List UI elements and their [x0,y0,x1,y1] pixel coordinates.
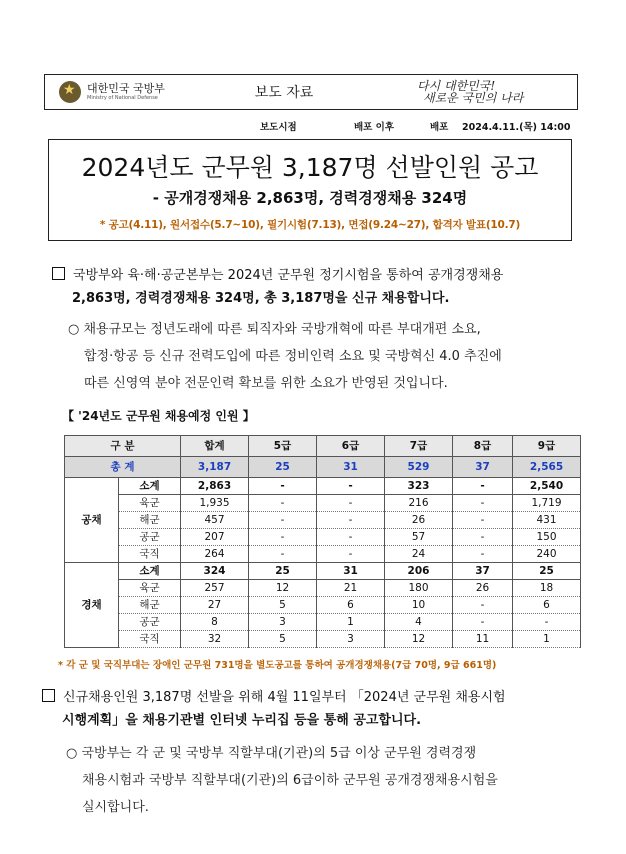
doc-type-title: 보도 자료 [254,85,314,101]
release-label: 보도시점 [260,122,297,133]
ministry-name: 대한민국 국방부 [87,82,165,95]
distribution-label: 배포 [430,122,449,133]
section1-paragraph [52,264,592,310]
table-caption: 【 '24년도 군무원 채용예정 인원 】 [62,409,255,423]
table-header-row [65,436,581,457]
table-row: 해군 27 5 6 10 - 6 [65,597,581,614]
table-note: * 각 군 및 국직부대는 장애인 군무원 731명을 별도공고를 통하여 공개경쟁채용(7급 70명, 9급 661명) [58,660,497,671]
slogan-line1: 다시 대한민국! [417,79,496,93]
table-row-total: 총 계 3,187 25 31 529 37 2,565 [65,457,581,478]
table-row: 육군 257 12 21 180 26 18 [65,580,581,597]
hiring-table [64,435,581,648]
table-row: 국직 32 5 3 12 11 1 [65,631,581,648]
header-grade7: 7급 [385,436,453,457]
header-category: 구 분 [65,436,181,457]
headline: 2024년도 군무원 3,187명 선발인원 공고 [81,153,539,182]
section2-line2: 시행계획」을 채용기관별 인터넷 누리집 등을 통해 공고합니다. [62,713,422,728]
section2-bullet-line3: 실시합니다. [82,800,149,815]
table-row: 육군 1,935 - - 216 - 1,719 [65,495,581,512]
section1-bullet [68,316,598,397]
section1-line2: 2,863명, 경력경쟁채용 324명, 총 3,187명을 신규 채용합니다. [72,291,450,306]
emblem-icon [59,81,81,103]
section2-bullet-line2: 채용시험과 국방부 직할부대(기관)의 6급이하 군무원 공개경쟁채용시험을 [82,773,498,788]
group-label-open: 공채 [65,478,119,563]
section2-bullet-line1: ○ 국방부는 각 군 및 국방부 직할부대(기관)의 5급 이상 군무원 경력경쟁 [66,746,477,761]
ministry-logo [45,81,191,103]
title-box [48,139,572,241]
section1-bullet-line2: 합정·항공 등 신규 전력도입에 따른 정비인력 소요 및 국방혁신 4.0 추진에 [84,349,502,364]
table-row: 국직 264 - - 24 - 240 [65,546,581,563]
table-row: 경채 소계 324 25 31 206 37 25 [65,563,581,580]
slogan-line2: 새로운 국민의 나라 [423,91,524,105]
distribution-date: 2024.4.11.(목) 14:00 [462,122,571,133]
section2-paragraph [42,686,602,732]
ministry-name-en: Ministry of National Defense [87,95,158,101]
slogan [417,80,577,104]
header-grade6: 6급 [317,436,385,457]
section1-bullet-line1: ○ 채용규모는 정년도래에 따른 퇴직자와 국방개혁에 따른 부대개편 소요, [68,322,481,337]
section2-line1: 신규채용인원 3,187명 선발을 위해 4월 11일부터 「2024년 군무원 채용시험 [63,690,506,705]
section1-bullet-line3: 따른 신영역 분야 전문인력 확보를 위한 소요가 반영된 것입니다. [84,376,448,391]
header-grade9: 9급 [513,436,581,457]
section2-bullet [66,740,606,821]
group-label-career: 경채 [65,563,119,648]
table-row: 해군 457 - - 26 - 431 [65,512,581,529]
header-total: 합계 [181,436,249,457]
subheadline: - 공개경쟁채용 2,863명, 경력경쟁채용 324명 [152,189,468,207]
table-row: 공군 207 - - 57 - 150 [65,529,581,546]
header-grade8: 8급 [453,436,513,457]
header-grade5: 5급 [249,436,317,457]
table-row: 공군 8 3 1 4 - - [65,614,581,631]
square-bullet-icon [52,267,65,280]
section1-line1: 국방부와 육·해·공군본부는 2024년 군무원 정기시험을 통하여 공개경쟁채용 [73,268,504,283]
schedule-note: * 공고(4.11), 원서접수(5.7~10), 필기시험(7.13), 면접(9.24~27), 합격자 발표(10.7) [99,219,521,231]
square-bullet-icon [42,689,55,702]
release-value: 배포 이후 [354,122,395,133]
table-row: 공채 소계 2,863 - - 323 - 2,540 [65,478,581,495]
press-header [44,74,578,110]
